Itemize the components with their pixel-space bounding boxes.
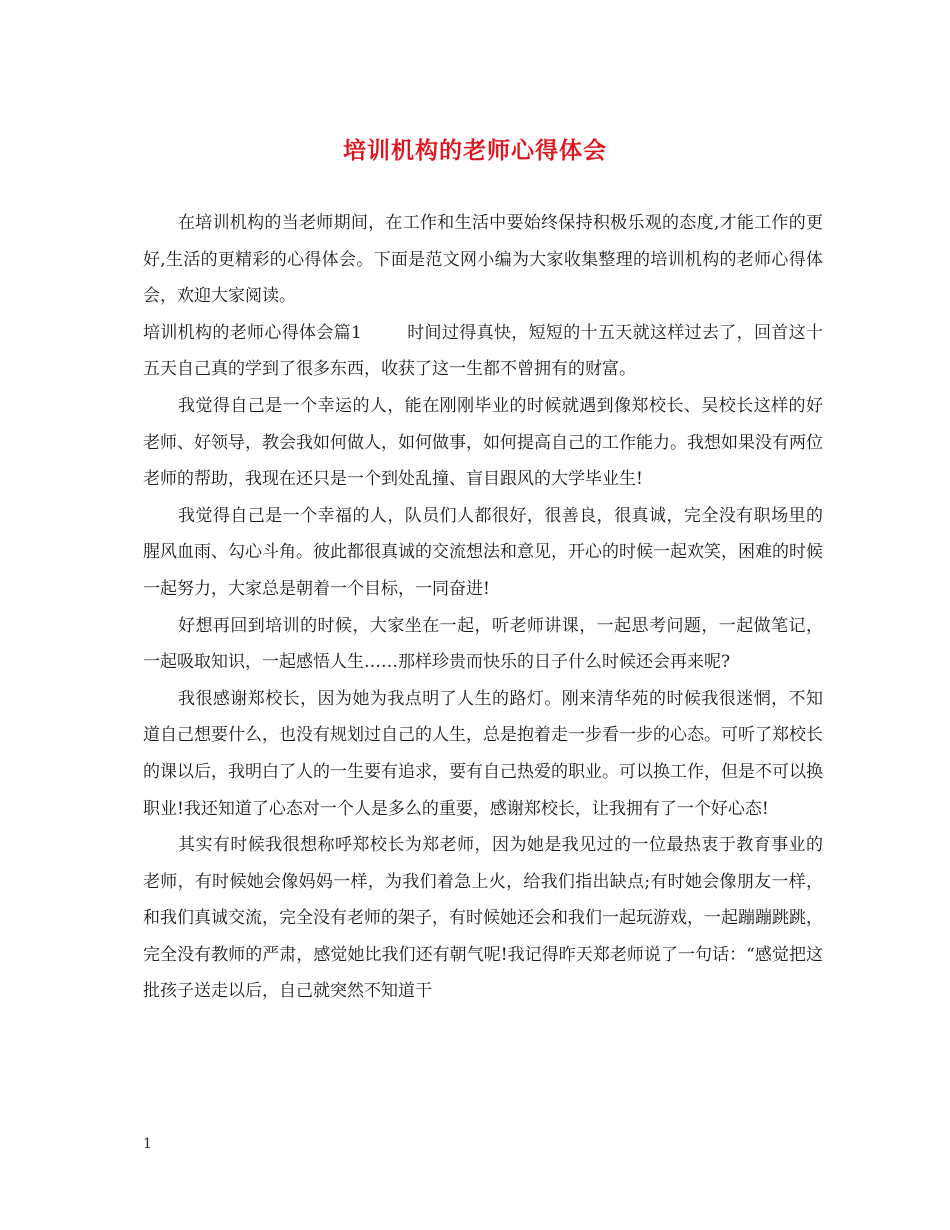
body-paragraph: 好想再回到培训的时候，大家坐在一起，听老师讲课，一起思考问题，一起做笔记，一起吸取知识，一起感悟人生……那样珍贵而快乐的日子什么时候还会再来呢?: [143, 615, 823, 673]
body-paragraph: 我觉得自己是一个幸运的人，能在刚刚毕业的时候就遇到像郑校长、吴校长这样的好老师、好领导，教会我如何做人，如何做事，如何提高自己的工作能力。我想如果没有两位老师的帮助，我现在还只是一个到处乱撞、盲目跟风的大学毕业生!: [143, 395, 823, 490]
body-paragraph: 其实有时候我很想称呼郑校长为郑老师，因为她是我见过的一位最热衷于教育事业的老师，有时候她会像妈妈一样，为我们着急上火，给我们指出缺点;有时她会像朋友一样，和我们真诚交流，完全没有老师的架子，有时候她还会和我们一起玩游戏，一起蹦蹦跳跳，完全没有教师的严肃，感觉她比我们还有朝气呢!我记得昨天郑老师说了一句话：“感觉把这批孩子送走以后，自己就突然不知道干: [143, 835, 823, 1002]
page-number: 1: [143, 1136, 152, 1152]
section-paragraph: [143, 315, 823, 388]
section-heading: 培训机构的老师心得体会篇1: [143, 322, 362, 343]
section-first-text: 时间过得真快，短短的十五天就这样过去了，回首这十五天自己真的学到了很多东西，收获了这一生都不曾拥有的财富。: [143, 322, 823, 380]
document-body: [143, 205, 823, 1010]
body-paragraph: 我觉得自己是一个幸福的人，队员们人都很好，很善良，很真诚，完全没有职场里的腥风血雨、勾心斗角。彼此都很真诚的交流想法和意见，开心的时候一起欢笑，困难的时候一起努力，大家总是朝着一个目标，一同奋进!: [143, 505, 823, 599]
document-title: 培训机构的老师心得体会: [343, 137, 607, 164]
intro-paragraph: 在培训机构的当老师期间，在工作和生活中要始终保持积极乐观的态度,才能工作的更好,生活的更精彩的心得体会。下面是范文网小编为大家收集整理的培训机构的老师心得体会，欢迎大家阅读。: [143, 213, 823, 307]
body-paragraph: 我很感谢郑校长，因为她为我点明了人生的路灯。刚来清华苑的时候我很迷惘，不知道自己想要什么，也没有规划过自己的人生，总是抱着走一步看一步的心态。可听了郑校长的课以后，我明白了人的一生要有追求，要有自己热爱的职业。可以换工作，但是不可以换职业!我还知道了心态对一个人是多么的重要，感谢郑校长，让我拥有了一个好心态!: [143, 688, 823, 819]
